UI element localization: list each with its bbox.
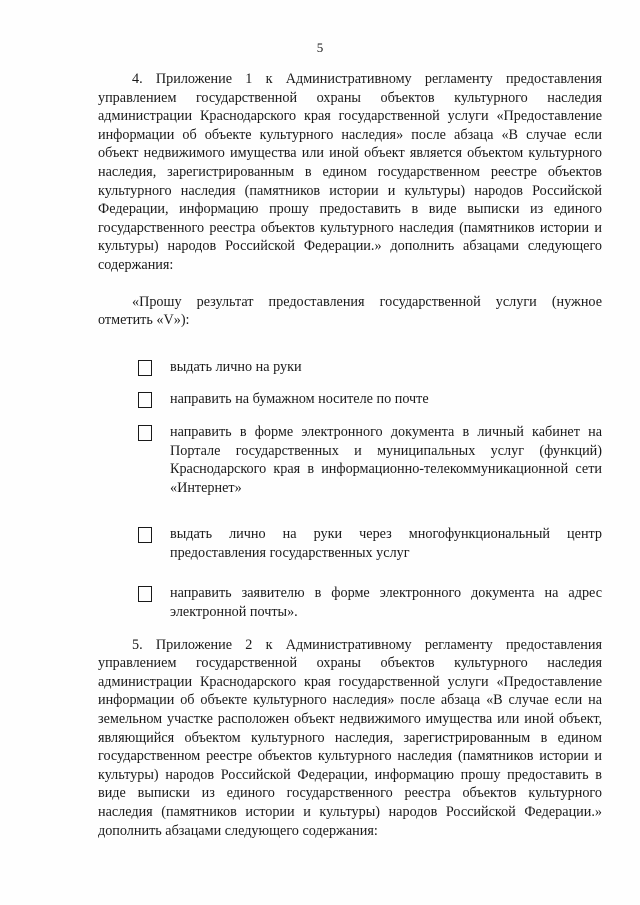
option-label: направить заявителю в форме электронного документа на адрес электронной почты». <box>170 585 602 621</box>
option-mfc-delivery <box>138 525 602 562</box>
option-label: направить в форме электронного документа в личный кабинет на Портале государственных и муниципальных услуг (функций) Краснодарского края в информационно-телекоммуникационной сети «Интернет» <box>170 423 602 496</box>
checkbox-icon <box>138 527 152 543</box>
paragraph-5: 5. Приложение 2 к Административному регламенту предоставления управлением государственной охраны объектов культурного наследия администрации Краснодарского края государственной услуги «Предоставление информации об объекте культурного наследия» после абзаца «В случае если на земельном участке расположен объект недвижимого имущества или иной объект, являющийся объектом культурного наследия, зарегистрированным в едином государственном реестре объектов культурного наследия (памятников истории и культуры) народов Российской Федерации, информацию прошу предоставить в виде выписки из единого государственного реестра объектов культурного наследия (памятников истории и культуры) народов Российской Федерации.» дополнить абзацами следующего содержания: <box>98 636 602 839</box>
option-email-delivery <box>138 584 602 621</box>
document-body <box>98 70 602 840</box>
option-label: выдать лично на руки через многофункциональный центр предоставления государственных услуг <box>170 526 602 561</box>
checkbox-icon <box>138 586 152 602</box>
delivery-options-list <box>138 358 602 622</box>
page-number: 5 <box>316 40 324 55</box>
checkbox-icon <box>138 425 152 441</box>
option-label: направить на бумажном носителе по почте <box>170 391 429 408</box>
request-paragraph: «Прошу результат предоставления государственной услуги (нужное отметить «V»): <box>98 293 602 329</box>
option-label: выдать лично на руки <box>170 358 302 375</box>
paragraph-4: 4. Приложение 1 к Административному регламенту предоставления управлением государственной охраны объектов культурного наследия администрации Краснодарского края государственной услуги «Предоставление информации об объекте культурного наследия» после абзаца «В случае если объект недвижимого имущества или иной объект является объектом культурного наследия, зарегистрированным в едином государственном реестре объектов культурного наследия (памятников истории и культуры) народов Российской Федерации, информацию прошу предоставить в виде выписки из единого государственного реестра объектов культурного наследия (памятников истории и культуры) народов Российской Федерации.» дополнить абзацами следующего содержания: <box>98 71 602 273</box>
option-hand-delivery <box>138 358 602 377</box>
option-portal-delivery <box>138 423 602 497</box>
checkbox-icon <box>138 360 152 376</box>
checkbox-icon <box>138 392 152 408</box>
option-mail-delivery <box>138 390 602 409</box>
